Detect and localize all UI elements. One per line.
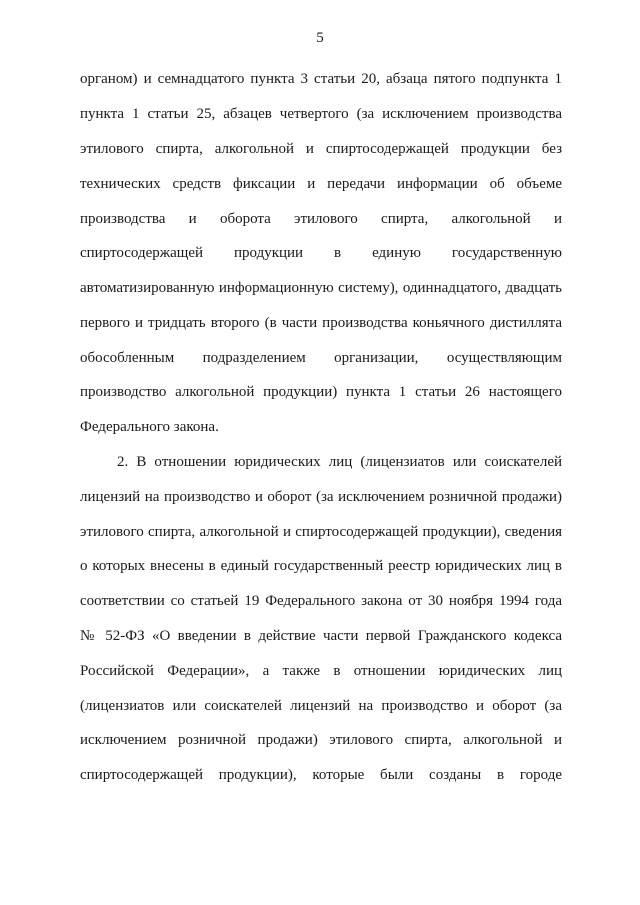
text-line: соответствии со статьей 19 Федерального закона от 30 ноября 1994 года xyxy=(80,593,562,609)
text-line: органом) и семнадцатого пункта 3 статьи 20, абзаца пятого подпункта 1 xyxy=(80,71,562,87)
text-line: исключением розничной продажи) этилового спирта, алкогольной и xyxy=(80,732,562,748)
text-line: Федерального закона. xyxy=(80,419,219,435)
text-line: производства и оборота этилового спирта, алкогольной и xyxy=(80,211,562,227)
text-line: спиртосодержащей продукции), которые были созданы в городе xyxy=(80,767,562,783)
text-line: обособленным подразделением организации, осуществляющим xyxy=(80,350,562,366)
text-line: (лицензиатов или соискателей лицензий на производство и оборот (за xyxy=(80,698,562,714)
text-line: о которых внесены в единый государственный реестр юридических лиц в xyxy=(80,558,562,574)
text-line: автоматизированную информационную систему), одиннадцатого, двадцать xyxy=(80,280,562,296)
text-line: этилового спирта, алкогольной и спиртосодержащей продукции), сведения xyxy=(80,524,562,540)
text-line: пункта 1 статьи 25, абзацев четвертого (за исключением производства xyxy=(80,106,562,122)
text-line: этилового спирта, алкогольной и спиртосодержащей продукции без xyxy=(80,141,562,157)
text-line: 2. В отношении юридических лиц (лицензиатов или соискателей xyxy=(117,454,562,470)
text-line: лицензий на производство и оборот (за исключением розничной продажи) xyxy=(80,489,562,505)
text-line: первого и тридцать второго (в части производства коньячного дистиллята xyxy=(80,315,562,331)
text-line: производство алкогольной продукции) пункта 1 статьи 26 настоящего xyxy=(80,384,562,400)
page-number: 5 xyxy=(316,30,324,46)
text-line: № 52-ФЗ «О введении в действие части первой Гражданского кодекса xyxy=(80,628,562,644)
text-line: Российской Федерации», а также в отношении юридических лиц xyxy=(80,663,562,679)
text-line: спиртосодержащей продукции в единую государственную xyxy=(80,245,562,261)
text-line: технических средств фиксации и передачи информации об объеме xyxy=(80,176,562,192)
